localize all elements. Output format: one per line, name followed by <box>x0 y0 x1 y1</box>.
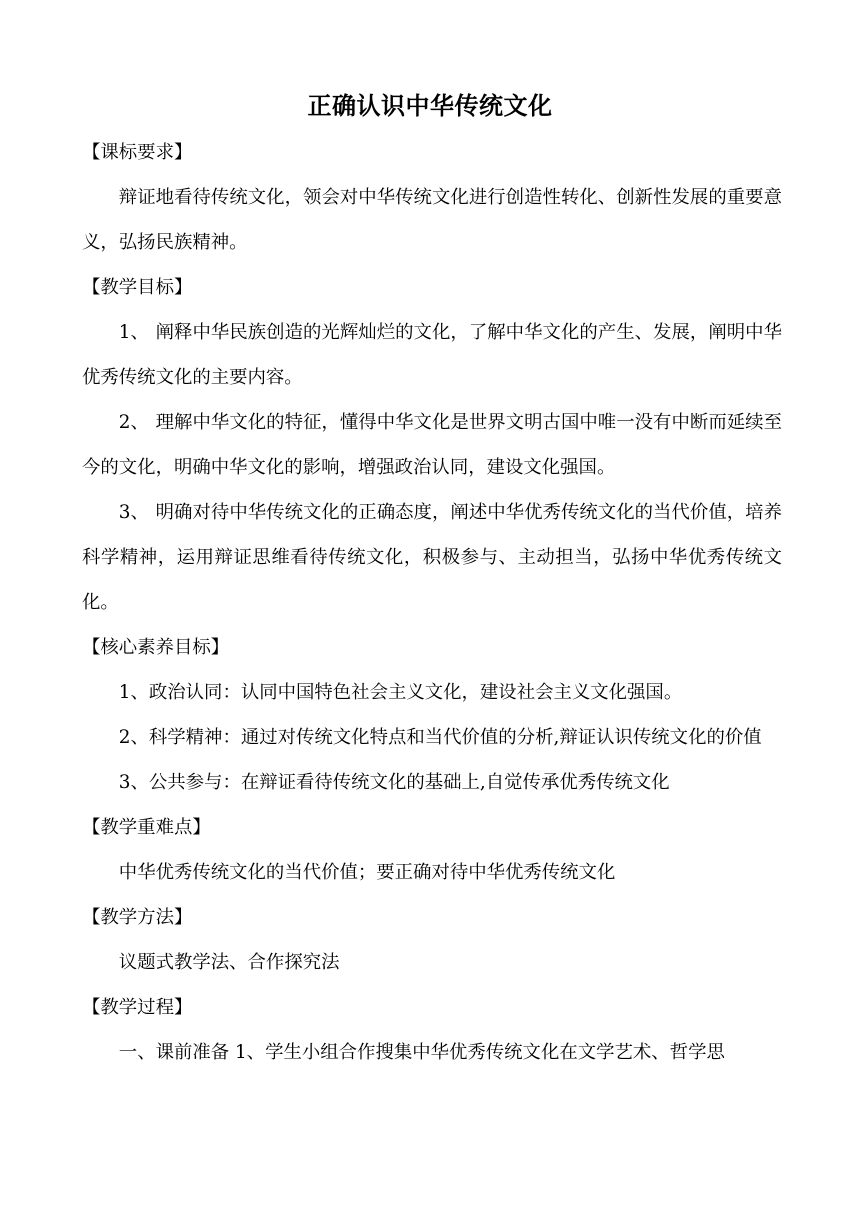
literacy-item: 2、科学精神：通过对传统文化特点和当代价值的分析,辩证认识传统文化的价值 <box>118 727 762 748</box>
goal-item <box>82 490 782 625</box>
goal-number: 1、 <box>118 322 149 343</box>
goal-text: 明确对待中华传统文化的正确态度，阐述中华优秀传统文化的当代价值，培养科学精神，运用辩证思维看待传统文化，积极参与、主动担当，弘扬中华优秀传统文化。 <box>82 502 782 613</box>
process-paragraph: 一、课前准备 1、学生小组合作搜集中华优秀传统文化在文学艺术、哲学思 <box>118 1042 725 1063</box>
literacy-item: 3、公共参与：在辩证看待传统文化的基础上,自觉传承优秀传统文化 <box>118 772 670 793</box>
section-heading-keypoints: 【教学重难点】 <box>82 817 211 838</box>
goal-text: 理解中华文化的特征，懂得中华文化是世界文明古国中唯一没有中断而延续至今的文化，明确中华文化的影响，增强政治认同，建设文化强国。 <box>82 412 782 478</box>
curriculum-paragraph: 辩证地看待传统文化，领会对中华传统文化进行创造性转化、创新性发展的重要意义，弘扬民族精神。 <box>82 187 782 253</box>
goal-item <box>82 310 782 400</box>
goal-number: 3、 <box>118 502 149 523</box>
methods-paragraph: 议题式教学法、合作探究法 <box>118 952 340 973</box>
document-body <box>82 130 782 1075</box>
section-heading-curriculum: 【课标要求】 <box>82 142 193 163</box>
section-heading-methods: 【教学方法】 <box>82 907 193 928</box>
goal-item <box>82 400 782 490</box>
goal-number: 2、 <box>118 412 149 433</box>
literacy-item: 1、政治认同：认同中国特色社会主义文化，建设社会主义文化强国。 <box>118 682 683 703</box>
section-heading-process: 【教学过程】 <box>82 997 193 1018</box>
keypoints-paragraph: 中华优秀传统文化的当代价值；要正确对待中华优秀传统文化 <box>118 862 616 883</box>
section-heading-literacy: 【核心素养目标】 <box>82 637 230 658</box>
section-heading-goals: 【教学目标】 <box>82 277 193 298</box>
document-title: 正确认识中华传统文化 <box>307 92 553 120</box>
goal-text: 阐释中华民族创造的光辉灿烂的文化，了解中华文化的产生、发展，阐明中华优秀传统文化的主要内容。 <box>82 322 782 388</box>
